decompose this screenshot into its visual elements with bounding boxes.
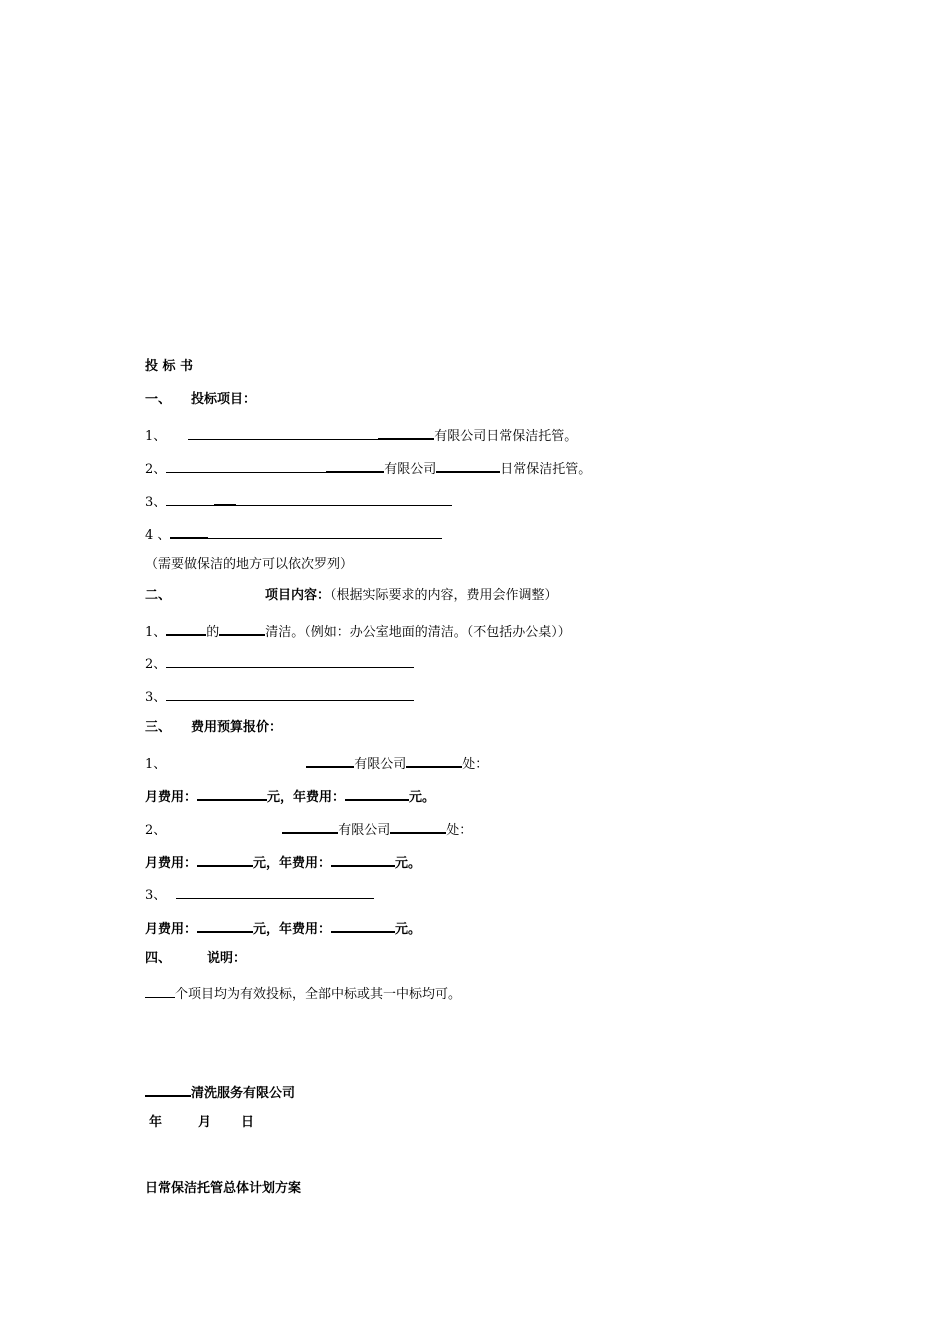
plan-title: 日常保洁托管总体计划方案 — [145, 1181, 302, 1196]
s3-item-1-number: 1、 — [145, 757, 167, 772]
section-1-heading — [145, 391, 256, 409]
blank-field — [166, 686, 414, 701]
s4-text-line — [145, 983, 461, 1004]
month-fee-label: 月费用： — [145, 790, 198, 805]
s2-item-3-number: 3、 — [145, 690, 167, 705]
blank-field — [236, 491, 452, 506]
s2-item-2 — [145, 653, 414, 674]
s4-text: 个项目均为有效投标，全部中标或其一中标均可。 — [175, 987, 462, 1002]
blank-field — [166, 458, 326, 473]
s1-item-2-number: 2、 — [145, 462, 167, 477]
s3-item-1 — [145, 752, 488, 774]
section-1-number: 一、 — [145, 392, 172, 407]
section-1-title: 投标项目： — [191, 392, 257, 407]
company-name: 清洗服务有限公司 — [191, 1086, 296, 1101]
month-fee-label: 月费用： — [145, 856, 198, 871]
blank-field — [197, 851, 253, 867]
blank-field — [331, 917, 395, 933]
blank-field — [170, 523, 208, 539]
s3-item-1-text-b: 处： — [462, 757, 489, 772]
date-day: 日 — [241, 1115, 255, 1130]
yuan-label: 元。 — [395, 922, 422, 937]
section-3-number: 三、 — [145, 720, 172, 735]
blank-field — [188, 425, 378, 440]
s2-item-2-number: 2、 — [145, 657, 167, 672]
company-signature — [145, 1081, 295, 1103]
month-fee-label: 月费用： — [145, 922, 198, 937]
blank-field — [219, 620, 265, 636]
yuan-label: 元， — [253, 856, 280, 871]
date-year: 年 — [149, 1115, 163, 1130]
s1-item-2-text-a: 有限公司 — [384, 462, 437, 477]
section-4-title: 说明： — [207, 951, 247, 966]
s3-item-3-number: 3、 — [145, 888, 167, 903]
section-2-heading — [145, 587, 558, 605]
section-3-heading — [145, 719, 282, 737]
yuan-label: 元。 — [409, 790, 436, 805]
year-fee-label: 年费用： — [279, 922, 332, 937]
s2-item-1 — [145, 620, 571, 642]
section-2-number: 二、 — [145, 588, 172, 603]
blank-field — [436, 457, 500, 473]
blank-field — [390, 818, 446, 834]
s2-item-3 — [145, 686, 414, 707]
section-2-note: （根据实际要求的内容，费用会作调整） — [330, 588, 558, 603]
s3-item-2 — [145, 818, 472, 840]
blank-field — [326, 457, 384, 473]
s1-item-1-text: 有限公司日常保洁托管。 — [434, 429, 578, 444]
s3-item-3-fees — [145, 917, 421, 939]
blank-field — [331, 851, 395, 867]
s1-item-2 — [145, 457, 591, 479]
blank-field — [176, 884, 374, 899]
s1-item-2-text-b: 日常保洁托管。 — [500, 462, 592, 477]
blank-field — [378, 424, 434, 440]
year-fee-label: 年费用： — [279, 856, 332, 871]
blank-field — [345, 785, 409, 801]
date-month: 月 — [198, 1115, 212, 1130]
s3-item-2-number: 2、 — [145, 823, 167, 838]
blank-field — [145, 1081, 191, 1097]
s1-item-3-number: 3、 — [145, 495, 167, 510]
blank-field — [166, 653, 414, 668]
s1-note: （需要做保洁的地方可以依次罗列） — [145, 557, 354, 572]
blank-field — [197, 917, 253, 933]
blank-field — [166, 620, 206, 636]
blank-field — [282, 818, 338, 834]
s3-item-2-fees — [145, 851, 421, 873]
s1-item-3 — [145, 490, 452, 512]
yuan-label: 元， — [267, 790, 294, 805]
section-4-number: 四、 — [145, 951, 172, 966]
section-4-heading — [145, 950, 246, 968]
blank-field — [145, 983, 175, 998]
s3-item-3 — [145, 884, 374, 905]
s2-item-1-text: 清洁。（例如：办公室地面的清洁。（不包括办公桌）） — [265, 625, 571, 640]
s1-item-4-number: 4 、 — [145, 528, 171, 543]
blank-field — [166, 491, 214, 506]
yuan-label: 元， — [253, 922, 280, 937]
doc-title: 投 标 书 — [145, 359, 194, 374]
s2-item-1-number: 1、 — [145, 625, 167, 640]
yuan-label: 元。 — [395, 856, 422, 871]
blank-field — [406, 752, 462, 768]
s1-item-1 — [145, 424, 577, 446]
s3-item-1-text-a: 有限公司 — [354, 757, 407, 772]
year-fee-label: 年费用： — [293, 790, 346, 805]
s3-item-1-fees — [145, 785, 435, 807]
s1-item-1-number: 1、 — [145, 429, 167, 444]
blank-field — [208, 524, 442, 539]
blank-field — [306, 752, 354, 768]
s3-item-2-text-a: 有限公司 — [338, 823, 391, 838]
blank-field — [214, 490, 236, 506]
blank-field — [197, 785, 267, 801]
section-3-title: 费用预算报价： — [191, 720, 283, 735]
s2-item-1-de: 的 — [206, 625, 220, 640]
s1-item-4 — [145, 523, 442, 545]
section-2-title: 项目内容： — [265, 588, 331, 603]
signature-date — [145, 1114, 254, 1132]
s3-item-2-text-b: 处： — [446, 823, 473, 838]
